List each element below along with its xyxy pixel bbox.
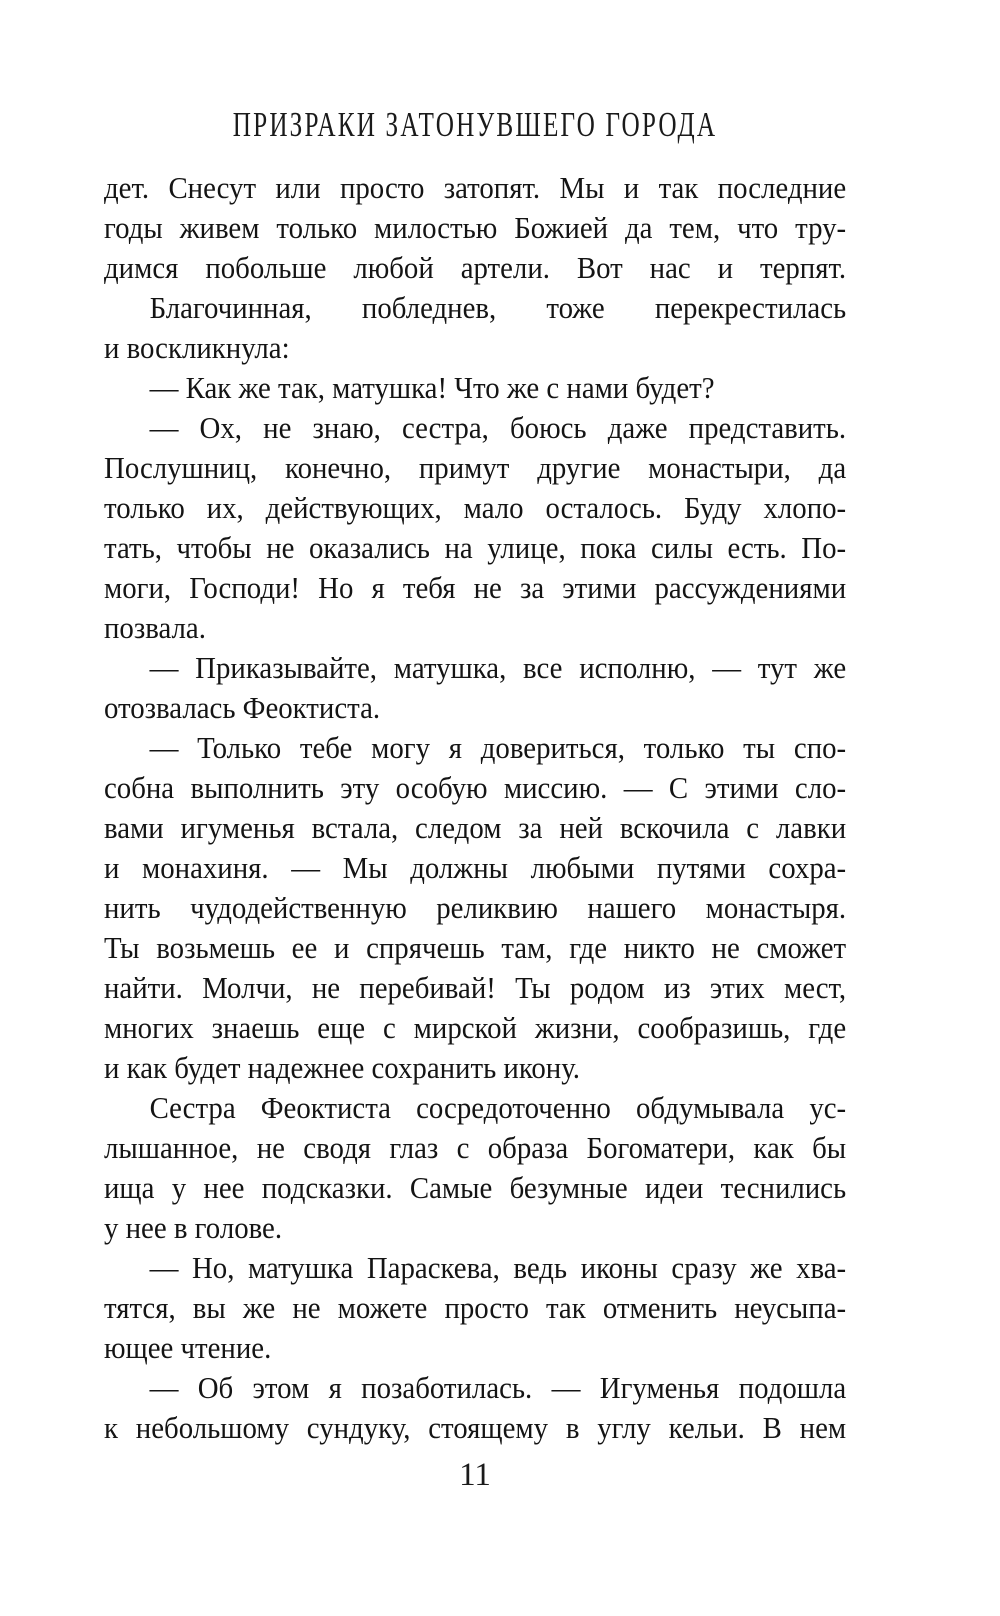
text-line: отозвалась Феоктиста. [104,690,381,725]
text-line: димся побольше любой артели. Вот нас и терпят. [104,250,847,285]
text-line: у нее в голове. [104,1210,283,1245]
text-line: дет. Снесут или просто затопят. Мы и так последние [104,170,847,205]
text-line: вами игуменья встала, следом за ней вскочила с лавки [104,810,847,845]
text-line: лышанное, не сводя глаз с образа Богоматери, как бы [104,1130,847,1165]
text-line: — Об этом я позаботилась. — Игуменья подошла [149,1370,847,1405]
text-line: нить чудодейственную реликвию нашего монастыря. [104,890,847,925]
text-line: Благочинная, побледнев, тоже перекрестилась [149,290,847,325]
body-text [104,168,846,1448]
text-line: моги, Господи! Но я тебя не за этими рассуждениями [104,570,847,605]
text-line: Ты возьмешь ее и спрячешь там, где никто не сможет [104,930,847,965]
text-line: годы живем только милостью Божией да тем, что тру- [104,210,847,245]
text-line: тать, чтобы не оказались на улице, пока силы есть. По- [104,530,847,565]
text-line: Сестра Феоктиста сосредоточенно обдумывала ус- [149,1090,847,1125]
text-line: Послушниц, конечно, примут другие монастыри, да [104,450,847,485]
text-line: — Но, матушка Параскева, ведь иконы сразу же хва- [149,1250,847,1285]
text-line: — Ох, не знаю, сестра, боюсь даже представить. [149,410,847,445]
text-line: найти. Молчи, не перебивай! Ты родом из этих мест, [104,970,847,1005]
text-line: только их, действующих, мало осталось. Буду хлопо- [104,490,847,525]
text-line: ющее чтение. [104,1330,272,1365]
text-line: и как будет надежнее сохранить икону. [104,1050,580,1085]
page-number: 11 [459,1457,491,1493]
text-line: собна выполнить эту особую миссию. — С этими сло- [104,770,847,805]
text-line: позвала. [104,610,206,645]
text-line: тятся, вы же не можете просто так отменить неусыпа- [104,1290,847,1325]
running-header: ПРИЗРАКИ ЗАТОНУВШЕГО ГОРОДА [232,105,718,144]
text-line: — Как же так, матушка! Что же с нами будет? [149,370,715,405]
text-line: к небольшому сундуку, стоящему в углу кельи. В нем [104,1410,847,1445]
text-line: и воскликнула: [104,330,290,365]
text-line: и монахиня. — Мы должны любыми путями сохра- [104,850,847,885]
text-line: — Только тебе могу я довериться, только ты спо- [149,730,847,765]
text-line: многих знаешь еще с мирской жизни, сообразишь, где [104,1010,847,1045]
text-line: — Приказывайте, матушка, все исполню, — тут же [149,650,847,685]
text-line: ища у нее подсказки. Самые безумные идеи теснились [104,1170,847,1205]
